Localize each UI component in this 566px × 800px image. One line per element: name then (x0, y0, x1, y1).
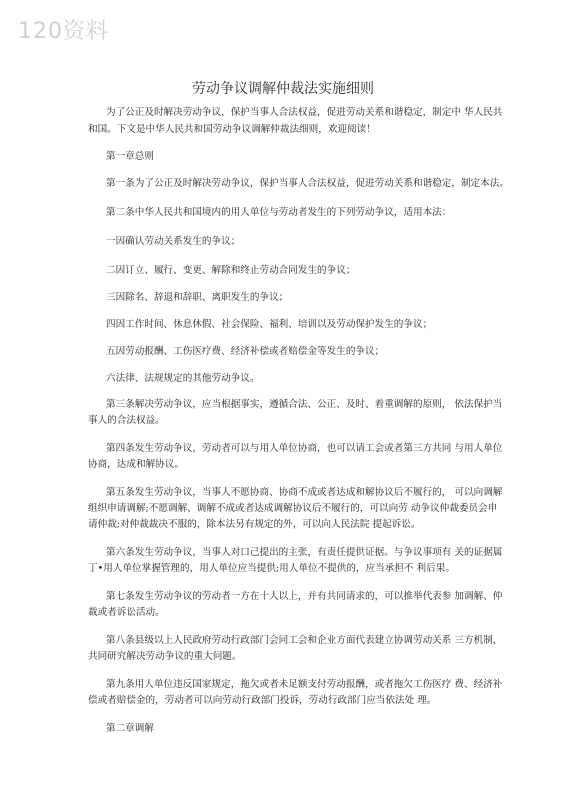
list-item: 三因除名、辞退和辞职、离职发生的争议； (106, 292, 289, 303)
paragraph-line: 第一条为了公正及时解决劳动争议，保护当事人合法权益，促进劳动关系和谐稳定，制定本法。 (106, 178, 509, 189)
paragraph-line: 为了公正及时解决劳动争议，保护当事人合法权益，促进劳动关系和谐稳定，制定中 华人民共 (106, 107, 503, 118)
paragraph-line: 裁或者诉讼活动。 (88, 607, 165, 618)
paragraph-line: 事人的合法权益。 (88, 415, 165, 426)
paragraph-line: 共同研究解决劳动争议的重大问题。 (88, 651, 242, 662)
paragraph-line: 第七条发生劳动争议的劳动者一方在十人以上，并有共同请求的，可以推举代表参 加调解、仲 (106, 591, 503, 602)
paragraph-line: 协商，达成和解协议。 (88, 459, 184, 470)
paragraph-line: 和国。下文是中华人民共和国劳动争议调解仲裁法细则，欢迎阅读！ (88, 124, 376, 135)
paragraph-line: 偿或者赔偿金的，劳动者可以向劳动行政部门投诉，劳动行政部门应当依法处 理。 (88, 695, 437, 706)
chapter-heading: 第一章总则 (106, 151, 154, 162)
paragraph-line: 第四条发生劳动争议，劳动者可以与用人单位协商，也可以请工会或者第三方共同 与用人单位 (106, 443, 503, 454)
list-item: 六法律、法规规定的其他劳动争议。 (106, 373, 260, 384)
watermark: 120资料 (18, 19, 109, 44)
paragraph-line: 第三条解决劳动争议，应当根据事实，遵循合法、公正、及时、着重调解的原则， 依法保护当 (106, 399, 503, 410)
paragraph-line: 第五条发生劳动争议，当事人不愿协商、协商不成或者达成和解协议后不履行的， 可以向调解 (106, 487, 503, 498)
paragraph-line: 组织申请调解;不愿调解、调解不成或者达成调解协议后不履行的，可以向劳 动争议仲裁委员会申 (88, 503, 498, 514)
paragraph-line: 第九条用人单位违反国家规定，拖欠或者未足额支付劳动报酬，或者拖欠工伤医疗 费、经济补 (106, 679, 503, 690)
paragraph-line: 请仲裁;对仲裁裁决不服的，除本法另有规定的外，可以向人民法院 提起诉讼。 (88, 519, 421, 530)
paragraph-line: 第二条中华人民共和国境内的用人单位与劳动者发生的下列劳动争议，适用本法： (106, 207, 452, 218)
paragraph-line: 第八条县级以上人民政府劳动行政部门会同工会和企业方面代表建立协调劳动关系 三方机制， (106, 635, 503, 646)
paragraph-line: 丁•用人单位掌握管理的，用人单位应当提供;用人单位不提供的，应当承担不 利后果。 (88, 563, 455, 574)
list-item: 五因劳动报酬、工伤医疗费、经济补偿或者赔偿金等发生的争议； (106, 346, 385, 357)
chapter-heading: 第二章调解 (106, 723, 154, 734)
list-item: 二因订立、履行、变更、解除和终止劳动合同发生的争议； (106, 265, 356, 276)
list-item: 一因确认劳动关系发生的争议； (106, 236, 241, 247)
paragraph-line: 第六条发生劳动争议，当事人对口己提出的主张，有责任提供证据。与争议事项有 关的证据属 (106, 547, 503, 558)
document-title: 劳动争议调解仲裁法实施细则 (192, 81, 374, 97)
list-item: 四因工作时间、休息休假、社会保险、福利、培训以及劳动保护发生的争议； (106, 319, 433, 330)
